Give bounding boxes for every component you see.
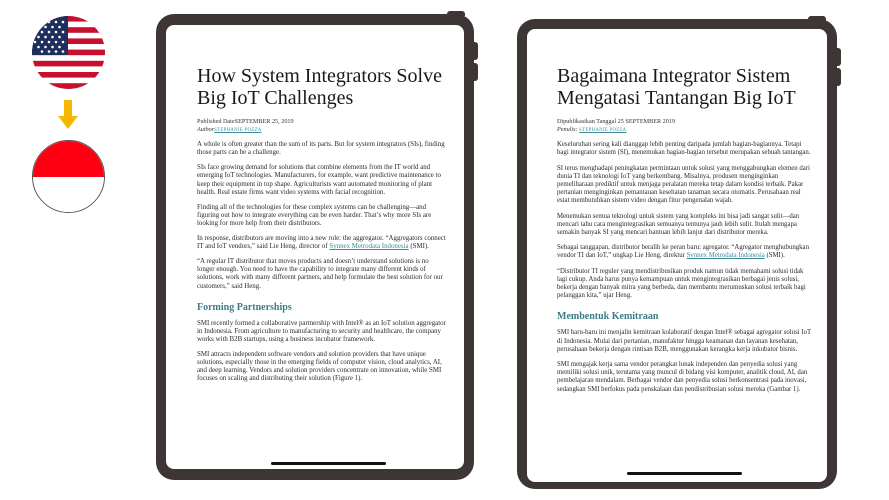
paragraph: SMI recently formed a collaborative partnership with Intel® as an IoT solution aggregator in Indonesia. From agriculture to manufacturing to security and healthcare, the company works with B2B startups, using a business incubator framework. (197, 319, 446, 343)
paragraph-text: In response, distributors are moving into a new role: the aggregator. “Aggregators connect IT and IoT vendors,” said Lie Heng, director of (197, 235, 446, 251)
published-date: 25 SEPTEMBER 2019 (617, 118, 676, 125)
paragraph: SMI baru-baru ini menjalin kemitraan kolaboratif dengan Intel® sebagai agregator solusi IoT di Indonesia. Mulai dari pertanian, manufaktur hingga keamanan dan layanan kesehatan, perusahaan bekerja dengan rintisan B2B, menggunakan kerangka kerja inkubator bisnis. (557, 329, 811, 353)
tablet-screen-english (166, 25, 464, 469)
arrow-down-icon (58, 100, 78, 130)
paragraph: Keseluruhan sering kali dianggap lebih penting daripada jumlah bagian-bagiannya. Tetapi bagi integrator sistem (SI), menemukan bagian-bagian tersebut merupakan sebuah tantangan. (557, 141, 811, 157)
section-heading: Membentuk Kemitraan (557, 311, 659, 323)
article-indonesian (557, 65, 811, 394)
author-label: Penulis: (557, 125, 580, 133)
paragraph-text: (SMI). (764, 252, 785, 260)
paragraph: SMI attracts independent software vendors and solution providers that have unique solutions, especially those in the emerging fields of computer vision, cloud analytics, AI, and deep learning. Vendors and solution providers concentrate on innovation, while SMI focuses on scaling and distributing their solution (Figure 1). (197, 350, 442, 383)
paragraph (197, 235, 447, 251)
section-heading: Forming Partnerships (197, 301, 292, 313)
published-label: Dipublikasikan Tanggal (557, 118, 618, 125)
author-link[interactable]: STEPHANIE POZZA (579, 127, 627, 133)
article-meta (197, 118, 447, 134)
tablet-english (156, 14, 474, 480)
paragraph-text: Sebagai tanggapan, distributor beralih ke peran baru: agregator. “Agregator menghubungkan vendor TI dan IoT,” ungkap Lie Heng, direktur (557, 244, 809, 260)
article-english (197, 65, 447, 383)
home-indicator[interactable] (627, 472, 742, 475)
author-label: Author (197, 125, 215, 133)
paragraph: SI terus menghadapi peningkatan permintaan untuk solusi yang menggabungkan elemen dari dunia TI dan teknologi IoT yang berkembang. Misalnya, produsen menginginkan pemeliharaan prediktif untuk menjaga peralatan mereka tetap dalam kondisi terbaik. Pakar pertanian menginginkan pemantauan kesehatan tanaman secara otomatis. Perusahaan real estat membutuhkan sistem video dengan fitur pengenalan wajah. (557, 164, 810, 205)
synnex-link[interactable]: Synnex Metrodata Indonesia (329, 243, 409, 251)
home-indicator[interactable] (271, 462, 386, 465)
paragraph: “A regular IT distributor that moves products and doesn’t understand solutions is no longer enough. You need to have the capability to integrate many different kinds of solutions, work with many different partners, and help formulate the best solution for our customers,” said Heng. (197, 258, 443, 290)
paragraph: A whole is often greater than the sum of its parts. But for system integrators (SIs), finding those parts can be a challenge. (197, 141, 445, 157)
paragraph: “Distributor TI reguler yang mendistribusikan produk namun tidak memahami solusi tidak lagi cukup. Anda harus punya kemampuan untuk mengintegrasikan berbagai jenis solusi, bekerja dengan banyak mitra yang berbeda, dan membantu merumuskan solusi terbaik bagi pelanggan kita,” ujar Heng. (557, 267, 806, 300)
tablet-screen-indonesian (527, 29, 827, 482)
author-link[interactable]: STEPHANIE POZZA (214, 127, 262, 133)
published-label: Published Date (197, 118, 235, 125)
paragraph: SMI mengajak kerja sama vendor perangkat lunak independen dan penyedia solusi yang memiliki solusi unik, terutama yang muncul di bidang visi komputer, analitik cloud, AI, dan pembelajaran mendalam. Berbagai vendor dan penyedia solusi berkonsentrasi pada inovasi, sedangkan SMI berfokus pada penskalaan dan pendistribusian solusi mereka (Gambar 1). (557, 361, 808, 393)
us-flag-icon (32, 16, 105, 89)
paragraph: Finding all of the technologies for these complex systems can be challenging—and figuring out how to integrate everything can be even harder. That’s why more SIs are looking for more help from their distributors. (197, 203, 432, 227)
indonesia-flag-icon (32, 140, 105, 213)
paragraph (557, 244, 811, 260)
tablet-indonesian (517, 19, 837, 489)
synnex-link[interactable]: Synnex Metrodata Indonesia (686, 252, 765, 260)
article-title: Bagaimana Integrator Sistem Mengatasi Tantangan Big IoT (557, 65, 796, 109)
paragraph-text: (SMI). (408, 243, 429, 251)
article-title: How System Integrators Solve Big IoT Challenges (197, 65, 442, 109)
published-date: SEPTEMBER 25, 2019 (234, 118, 294, 125)
paragraph: SIs face growing demand for solutions that combine elements from the IT world and emerging IoT technologies. Manufacturers, for example, want predictive maintenance to keep their equipment in top shape. Agriculturists want automated monitoring of plant health. Real estate firms want video systems with facial recognition. (197, 164, 441, 196)
article-meta (557, 118, 811, 134)
paragraph: Menemukan semua teknologi untuk sistem yang kompleks ini bisa jadi sangat sulit—dan mencari tahu cara mengintegrasikan semuanya tentunya jauh lebih sulit. Itulah mengapa semakin banyak SI yang mencari bantuan lebih lanjut dari distributor mereka. (557, 212, 800, 237)
